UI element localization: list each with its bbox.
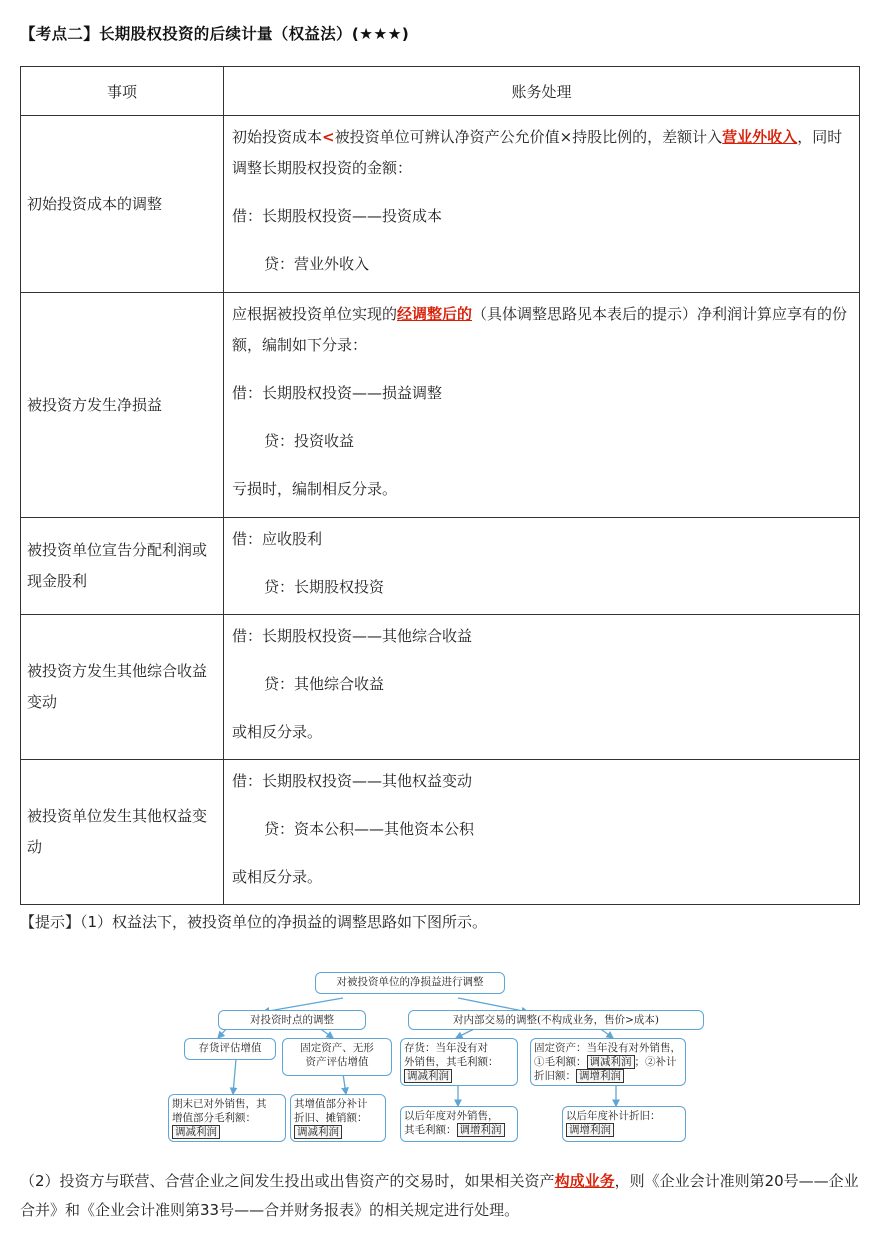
diagram-internal-inventory: 存货：当年没有对 外销售，其毛利额： 调减利润 <box>400 1038 518 1086</box>
note-line: 亏损时，编制相反分录。 <box>232 480 398 498</box>
accounting-table <box>20 66 860 905</box>
highlight-term: 营业外收入 <box>722 128 798 146</box>
row-item: 被投资单位宣告分配利润或现金股利 <box>21 518 224 615</box>
row-processing <box>224 116 860 293</box>
header-item: 事项 <box>21 67 224 116</box>
credit-line: 贷：投资收益 <box>264 432 355 450</box>
credit-line: 贷：其他综合收益 <box>264 675 385 693</box>
header-processing: 账务处理 <box>224 67 860 116</box>
increase-profit-tag: 调增利润 <box>566 1123 614 1137</box>
table-row <box>21 116 860 293</box>
highlight-term: 构成业务 <box>554 1172 615 1190</box>
decrease-profit-tag: 调减利润 <box>404 1069 452 1083</box>
table-row <box>21 760 860 905</box>
less-than-sign: < <box>322 128 335 146</box>
diagram-right-branch: 对内部交易的调整(不构成业务，售价>成本) <box>408 1010 704 1030</box>
note-line: 或相反分录。 <box>232 868 323 886</box>
diagram-fixed-eval: 固定资产、无形 资产评估增值 <box>282 1038 392 1076</box>
table-row <box>21 615 860 760</box>
diagram-left-branch: 对投资时点的调整 <box>218 1010 366 1030</box>
adjustment-diagram <box>168 966 688 1146</box>
decrease-profit-tag: 调减利润 <box>587 1055 635 1069</box>
entry-line: 应根据被投资单位实现的经调整后的（具体调整思路见本表后的提示）净利润计算应享有的份额，编制如下分录： <box>232 305 848 354</box>
table-row <box>21 293 860 518</box>
row-item: 被投资方发生净损益 <box>21 293 224 518</box>
tip-text: 【提示】（1）权益法下，被投资单位的净损益的调整思路如下图所示。 <box>20 913 488 931</box>
decrease-profit-tag: 调减利润 <box>294 1125 342 1139</box>
debit-line: 借：长期股权投资——投资成本 <box>232 207 443 225</box>
diagram-inventory-eval: 存货评估增值 <box>184 1038 276 1060</box>
highlight-term: 经调整后的 <box>397 305 473 323</box>
row-processing <box>224 293 860 518</box>
note-line: 或相反分录。 <box>232 723 323 741</box>
page-title: 【考点二】长期股权投资的后续计量（权益法）(★★★) <box>20 25 410 43</box>
row-item: 初始投资成本的调整 <box>21 116 224 293</box>
row-item: 被投资单位发生其他权益变动 <box>21 760 224 905</box>
increase-profit-tag: 调增利润 <box>576 1069 624 1083</box>
diagram-later-depreciation: 以后年度补计折旧： 调增利润 <box>562 1106 686 1142</box>
row-processing <box>224 760 860 905</box>
note-paragraph: （2）投资方与联营、合营企业之间发生投出或出售资产的交易时，如果相关资产构成业务，则《企业会计准则第20号——企业合并》和《企业会计准则第33号——合并财务报表》的相关规定进行处理。 <box>20 1172 859 1219</box>
debit-line: 借：长期股权投资——损益调整 <box>232 384 443 402</box>
decrease-profit-tag: 调减利润 <box>172 1125 220 1139</box>
table-header-row <box>21 67 860 116</box>
debit-line: 借：应收股利 <box>232 530 323 548</box>
row-item: 被投资方发生其他综合收益变动 <box>21 615 224 760</box>
row-processing <box>224 518 860 615</box>
debit-line: 借：长期股权投资——其他综合收益 <box>232 627 473 645</box>
increase-profit-tag: 调增利润 <box>457 1123 505 1137</box>
diagram-inventory-sold: 期末已对外销售，其 增值部分毛利额： 调减利润 <box>168 1094 286 1142</box>
diagram-internal-fixed: 固定资产：当年没有对外销售， ①毛利额： 调减利润 ；②补计 折旧额： 调增利润 <box>530 1038 686 1086</box>
diagram-extra-depreciation: 其增值部分补计 折旧、摊销额： 调减利润 <box>290 1094 386 1142</box>
credit-line: 贷：营业外收入 <box>264 255 370 273</box>
credit-line: 贷：资本公积——其他资本公积 <box>264 820 475 838</box>
diagram-later-sale: 以后年度对外销售， 其毛利额： 调增利润 <box>400 1106 518 1142</box>
row-processing <box>224 615 860 760</box>
table-row <box>21 518 860 615</box>
diagram-root: 对被投资单位的净损益进行调整 <box>315 972 505 994</box>
entry-line: 初始投资成本<被投资单位可辨认净资产公允价值×持股比例的，差额计入营业外收入，同时调整长期股权投资的金额： <box>232 128 843 177</box>
credit-line: 贷：长期股权投资 <box>264 578 385 596</box>
debit-line: 借：长期股权投资——其他权益变动 <box>232 772 473 790</box>
